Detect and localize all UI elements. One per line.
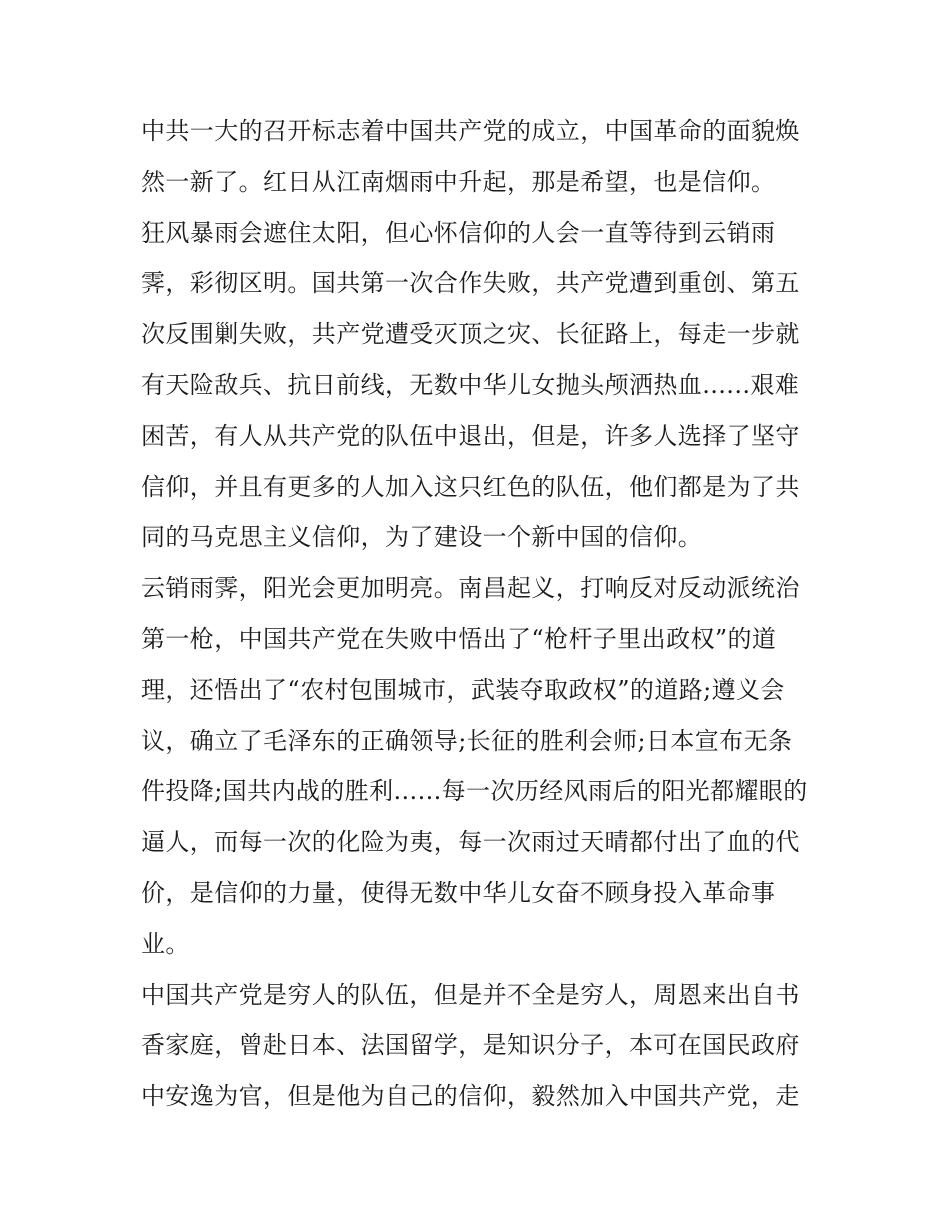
text-line: 云销雨霁，阳光会更加明亮。南昌起义，打响反对反动派统治	[141, 574, 800, 603]
text-line: 第一枪，中国共产党在失败中悟出了“枪杆子里出政权”的道	[141, 624, 777, 653]
text-line: 然一新了。红日从江南烟雨中升起，那是希望，也是信仰。	[141, 167, 776, 196]
text-line: 中安逸为官，但是他为自己的信仰，毅然加入中国共产党，走	[141, 1082, 800, 1111]
text-line: 狂风暴雨会遮住太阳，但心怀信仰的人会一直等待到云销雨	[141, 218, 776, 247]
text-line: 信仰，并且有更多的人加入这只红色的队伍，他们都是为了共	[141, 472, 800, 501]
text-line: 次反围剿失败，共产党遭受灭顶之灾、长征路上，每走一步就	[141, 320, 800, 349]
text-line: 逼人，而每一次的化险为夷，每一次雨过天晴都付出了血的代	[141, 828, 800, 857]
text-line: 议，确立了毛泽东的正确领导;长征的胜利会师;日本宣布无条	[141, 726, 793, 755]
text-line: 业。	[141, 929, 190, 958]
text-line: 同的马克思主义信仰，为了建设一个新中国的信仰。	[141, 523, 703, 552]
text-line: 困苦，有人从共产党的队伍中退出，但是，许多人选择了坚守	[141, 421, 800, 450]
text-line: 有天险敌兵、抗日前线，无数中华儿女抛头颅洒热血......艰难	[141, 370, 800, 399]
text-line: 霁，彩彻区明。国共第一次合作失败，共产党遭到重创、第五	[141, 269, 800, 298]
text-line: 中国共产党是穷人的队伍，但是并不全是穷人，周恩来出自书	[141, 980, 800, 1009]
text-line: 价，是信仰的力量，使得无数中华儿女奋不顾身投入革命事	[141, 878, 776, 907]
text-line: 件投降;国共内战的胜利......每一次历经风雨后的阳光都耀眼的	[141, 777, 808, 806]
body-text	[141, 106, 821, 1122]
text-line: 中共一大的召开标志着中国共产党的成立，中国革命的面貌焕	[141, 117, 800, 145]
text-line: 理，还悟出了“农村包围城市，武装夺取政权”的道路;遵义会	[141, 675, 785, 704]
text-line: 香家庭，曾赴日本、法国留学，是知识分子，本可在国民政府	[141, 1031, 800, 1060]
